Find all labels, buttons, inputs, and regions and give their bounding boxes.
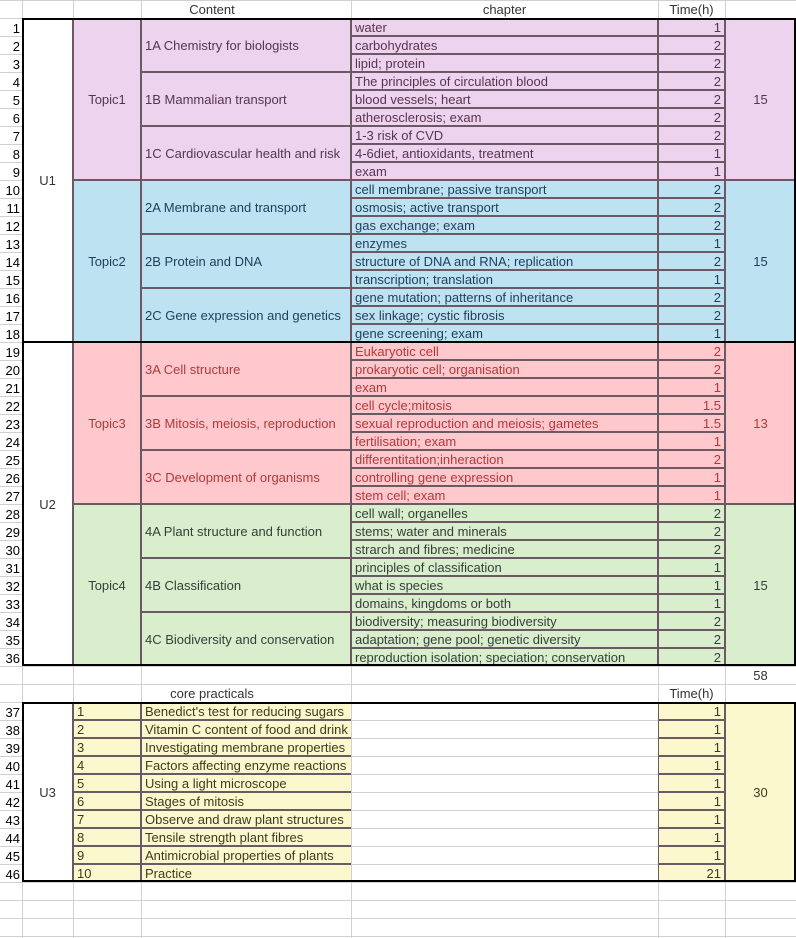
row-number: 22 — [5, 399, 20, 414]
grid-line-horizontal — [0, 666, 796, 667]
chapter-cell[interactable]: cell cycle;mitosis — [351, 396, 658, 414]
chapter-cell[interactable]: atherosclerosis; exam — [351, 108, 658, 126]
practical-chapter-cell[interactable] — [351, 810, 658, 828]
time-cell[interactable]: 2 — [658, 216, 725, 234]
chapter-cell[interactable]: prokaryotic cell; organisation — [351, 360, 658, 378]
chapter-cell[interactable]: sexual reproduction and meiosis; gametes — [351, 414, 658, 432]
time-cell[interactable]: 2 — [658, 126, 725, 144]
time-cell[interactable]: 2 — [658, 198, 725, 216]
row-number: 45 — [5, 849, 20, 864]
chapter-cell[interactable]: The principles of circulation blood — [351, 72, 658, 90]
row-number: 37 — [5, 705, 20, 720]
chapter-cell[interactable]: enzymes — [351, 234, 658, 252]
unit-label-cell[interactable]: U2 — [22, 342, 73, 666]
practical-index-cell[interactable]: 7 — [73, 810, 141, 828]
practical-time-cell[interactable]: 1 — [658, 810, 725, 828]
grand-total-cell: 58 — [753, 667, 768, 683]
time-cell[interactable]: 1 — [658, 144, 725, 162]
practical-name-cell[interactable]: Investigating membrane properties — [141, 738, 351, 756]
time-cell[interactable]: 1 — [658, 558, 725, 576]
practical-time-cell[interactable]: 1 — [658, 756, 725, 774]
practical-time-cell[interactable]: 1 — [658, 774, 725, 792]
row-number: 26 — [5, 471, 20, 486]
time-cell[interactable]: 1.5 — [658, 396, 725, 414]
time-cell[interactable]: 2 — [658, 504, 725, 522]
time-cell[interactable]: 1 — [658, 468, 725, 486]
chapter-cell[interactable]: differentitation;inheraction — [351, 450, 658, 468]
practical-chapter-cell[interactable] — [351, 792, 658, 810]
time-cell[interactable]: 1 — [658, 378, 725, 396]
chapter-cell[interactable]: water — [351, 18, 658, 36]
practical-chapter-cell[interactable] — [351, 828, 658, 846]
row-number: 40 — [5, 759, 20, 774]
chapter-cell[interactable]: osmosis; active transport — [351, 198, 658, 216]
grid-line-horizontal — [0, 900, 796, 901]
topic-total-cell[interactable]: 13 — [725, 342, 796, 504]
time-cell[interactable]: 2 — [658, 108, 725, 126]
u3-total-cell[interactable]: 30 — [725, 702, 796, 882]
row-number: 7 — [12, 129, 20, 144]
column-header-content: Content — [189, 1, 235, 17]
time-cell[interactable]: 2 — [658, 54, 725, 72]
time-cell[interactable]: 2 — [658, 648, 725, 666]
chapter-cell[interactable]: transcription; translation — [351, 270, 658, 288]
section-title-cell[interactable]: 1A Chemistry for biologists — [141, 18, 351, 72]
practical-time-cell[interactable]: 1 — [658, 738, 725, 756]
grid-line-horizontal — [0, 882, 796, 883]
chapter-cell[interactable]: exam — [351, 378, 658, 396]
section-title-cell[interactable]: 3B Mitosis, meiosis, reproduction — [141, 396, 351, 450]
chapter-cell[interactable]: gas exchange; exam — [351, 216, 658, 234]
practical-time-cell[interactable]: 1 — [658, 792, 725, 810]
chapter-cell[interactable]: lipid; protein — [351, 54, 658, 72]
row-number: 1 — [12, 21, 20, 36]
practical-name-cell[interactable]: Practice — [141, 864, 351, 882]
time-cell[interactable]: 2 — [658, 252, 725, 270]
row-number: 32 — [5, 579, 20, 594]
row-number: 34 — [5, 615, 20, 630]
time-cell[interactable]: 2 — [658, 450, 725, 468]
row-number: 46 — [5, 867, 20, 882]
time-cell[interactable]: 2 — [658, 612, 725, 630]
section-title-cell[interactable]: 3A Cell structure — [141, 342, 351, 396]
practical-chapter-cell[interactable] — [351, 846, 658, 864]
section-title-cell[interactable]: 4C Biodiversity and conservation — [141, 612, 351, 666]
practical-index-cell[interactable]: 10 — [73, 864, 141, 882]
column-header-time: Time(h) — [669, 1, 714, 17]
time-cell[interactable]: 2 — [658, 90, 725, 108]
row-number: 21 — [5, 381, 20, 396]
row-number: 25 — [5, 453, 20, 468]
practical-time-cell[interactable]: 1 — [658, 828, 725, 846]
row-number: 18 — [5, 327, 20, 342]
time-cell[interactable]: 2 — [658, 540, 725, 558]
time-cell[interactable]: 1 — [658, 162, 725, 180]
practical-time-cell[interactable]: 1 — [658, 846, 725, 864]
row-number: 43 — [5, 813, 20, 828]
grid-line-horizontal — [0, 918, 796, 919]
row-number: 4 — [12, 75, 20, 90]
chapter-cell[interactable]: sex linkage; cystic fibrosis — [351, 306, 658, 324]
section-title-cell[interactable]: 1C Cardiovascular health and risk — [141, 126, 351, 180]
row-number: 9 — [12, 165, 20, 180]
time-cell[interactable]: 2 — [658, 180, 725, 198]
chapter-cell[interactable]: what is species — [351, 576, 658, 594]
chapter-cell[interactable]: principles of classification — [351, 558, 658, 576]
topic-name-cell[interactable]: Topic2 — [73, 180, 141, 342]
practical-chapter-cell[interactable] — [351, 702, 658, 720]
time-cell[interactable]: 1 — [658, 594, 725, 612]
topic-name-cell[interactable]: Topic1 — [73, 18, 141, 180]
chapter-cell[interactable]: gene mutation; patterns of inheritance — [351, 288, 658, 306]
row-number: 23 — [5, 417, 20, 432]
time-cell[interactable]: 2 — [658, 36, 725, 54]
row-number: 30 — [5, 543, 20, 558]
practical-time-cell[interactable]: 1 — [658, 720, 725, 738]
u3-label-cell[interactable]: U3 — [22, 702, 73, 882]
row-number: 3 — [12, 57, 20, 72]
topic-name-cell[interactable]: Topic3 — [73, 342, 141, 504]
practical-name-cell[interactable]: Observe and draw plant structures — [141, 810, 351, 828]
row-number: 10 — [5, 183, 20, 198]
time-cell[interactable]: 1 — [658, 576, 725, 594]
practical-chapter-cell[interactable] — [351, 738, 658, 756]
section-title-cell[interactable]: 2C Gene expression and genetics — [141, 288, 351, 342]
practical-name-cell[interactable]: Tensile strength plant fibres — [141, 828, 351, 846]
grid-line-horizontal — [0, 936, 796, 937]
row-number: 5 — [12, 93, 20, 108]
practical-name-cell[interactable]: Stages of mitosis — [141, 792, 351, 810]
section-title-cell[interactable]: 3C Development of organisms — [141, 450, 351, 504]
chapter-cell[interactable]: exam — [351, 162, 658, 180]
section-title-cell[interactable]: 2B Protein and DNA — [141, 234, 351, 288]
chapter-cell[interactable]: strarch and fibres; medicine — [351, 540, 658, 558]
row-number: 12 — [5, 219, 20, 234]
row-number: 16 — [5, 291, 20, 306]
column-header-chapter: chapter — [482, 1, 527, 17]
time-cell[interactable]: 2 — [658, 360, 725, 378]
row-number: 19 — [5, 345, 20, 360]
section-title-cell[interactable]: 2A Membrane and transport — [141, 180, 351, 234]
row-number: 27 — [5, 489, 20, 504]
chapter-cell[interactable]: carbohydrates — [351, 36, 658, 54]
practical-name-cell[interactable]: Factors affecting enzyme reactions — [141, 756, 351, 774]
practical-index-cell[interactable]: 8 — [73, 828, 141, 846]
row-number: 20 — [5, 363, 20, 378]
topic-total-cell[interactable]: 15 — [725, 504, 796, 666]
row-number: 41 — [5, 777, 20, 792]
practical-index-cell[interactable]: 6 — [73, 792, 141, 810]
unit-label-cell[interactable]: U1 — [22, 18, 73, 342]
practical-name-cell[interactable]: Vitamin C content of food and drink — [141, 720, 351, 738]
row-number: 2 — [12, 39, 20, 54]
practical-index-cell[interactable]: 5 — [73, 774, 141, 792]
chapter-cell[interactable]: Eukaryotic cell — [351, 342, 658, 360]
row-number: 8 — [12, 147, 20, 162]
time-cell[interactable]: 1 — [658, 432, 725, 450]
row-number: 44 — [5, 831, 20, 846]
time-cell[interactable]: 2 — [658, 630, 725, 648]
row-number: 36 — [5, 651, 20, 666]
chapter-cell[interactable]: 4-6diet, antioxidants, treatment — [351, 144, 658, 162]
chapter-cell[interactable]: 1-3 risk of CVD — [351, 126, 658, 144]
row-number: 17 — [5, 309, 20, 324]
chapter-cell[interactable]: fertilisation; exam — [351, 432, 658, 450]
row-number: 15 — [5, 273, 20, 288]
practical-index-cell[interactable]: 4 — [73, 756, 141, 774]
chapter-cell[interactable]: stem cell; exam — [351, 486, 658, 504]
row-number: 28 — [5, 507, 20, 522]
section-title-cell[interactable]: 4B Classification — [141, 558, 351, 612]
practical-index-cell[interactable]: 9 — [73, 846, 141, 864]
row-number: 35 — [5, 633, 20, 648]
column-header-time-practicals: Time(h) — [669, 685, 714, 701]
chapter-cell[interactable]: gene screening; exam — [351, 324, 658, 342]
chapter-cell[interactable]: stems; water and minerals — [351, 522, 658, 540]
row-number: 42 — [5, 795, 20, 810]
practical-index-cell[interactable]: 2 — [73, 720, 141, 738]
column-header-core-practicals: core practicals — [170, 685, 254, 701]
chapter-cell[interactable]: structure of DNA and RNA; replication — [351, 252, 658, 270]
row-number: 13 — [5, 237, 20, 252]
row-number: 33 — [5, 597, 20, 612]
time-cell[interactable]: 2 — [658, 522, 725, 540]
time-cell[interactable]: 1 — [658, 486, 725, 504]
chapter-cell[interactable]: biodiversity; measuring biodiversity — [351, 612, 658, 630]
time-cell[interactable]: 2 — [658, 306, 725, 324]
row-number: 14 — [5, 255, 20, 270]
row-number: 24 — [5, 435, 20, 450]
time-cell[interactable]: 1 — [658, 234, 725, 252]
chapter-cell[interactable]: cell membrane; passive transport — [351, 180, 658, 198]
practical-chapter-cell[interactable] — [351, 774, 658, 792]
time-cell[interactable]: 2 — [658, 342, 725, 360]
chapter-cell[interactable]: blood vessels; heart — [351, 90, 658, 108]
row-number: 6 — [12, 111, 20, 126]
practical-name-cell[interactable]: Benedict's test for reducing sugars — [141, 702, 351, 720]
section-title-cell[interactable]: 1B Mammalian transport — [141, 72, 351, 126]
time-cell[interactable]: 2 — [658, 288, 725, 306]
chapter-cell[interactable]: cell wall; organelles — [351, 504, 658, 522]
practical-time-cell[interactable]: 21 — [658, 864, 725, 882]
practical-chapter-cell[interactable] — [351, 756, 658, 774]
time-cell[interactable]: 1 — [658, 18, 725, 36]
time-cell[interactable]: 1 — [658, 324, 725, 342]
row-number: 29 — [5, 525, 20, 540]
topic-name-cell[interactable]: Topic4 — [73, 504, 141, 666]
chapter-cell[interactable]: domains, kingdoms or both — [351, 594, 658, 612]
time-cell[interactable]: 2 — [658, 72, 725, 90]
practical-chapter-cell[interactable] — [351, 864, 658, 882]
time-cell[interactable]: 1.5 — [658, 414, 725, 432]
row-number: 38 — [5, 723, 20, 738]
practical-index-cell[interactable]: 1 — [73, 702, 141, 720]
chapter-cell[interactable]: controlling gene expression — [351, 468, 658, 486]
chapter-cell[interactable]: reproduction isolation; speciation; conservation — [351, 648, 658, 666]
practical-chapter-cell[interactable] — [351, 720, 658, 738]
topic-total-cell[interactable]: 15 — [725, 180, 796, 342]
practical-name-cell[interactable]: Using a light microscope — [141, 774, 351, 792]
time-cell[interactable]: 1 — [658, 270, 725, 288]
practical-name-cell[interactable]: Antimicrobial properties of plants — [141, 846, 351, 864]
section-title-cell[interactable]: 4A Plant structure and function — [141, 504, 351, 558]
unit-separator — [22, 341, 796, 343]
row-number: 31 — [5, 561, 20, 576]
topic-total-cell[interactable]: 15 — [725, 18, 796, 180]
row-number: 11 — [6, 201, 20, 216]
practical-time-cell[interactable]: 1 — [658, 702, 725, 720]
chapter-cell[interactable]: adaptation; gene pool; genetic diversity — [351, 630, 658, 648]
row-number: 39 — [5, 741, 20, 756]
practical-index-cell[interactable]: 3 — [73, 738, 141, 756]
